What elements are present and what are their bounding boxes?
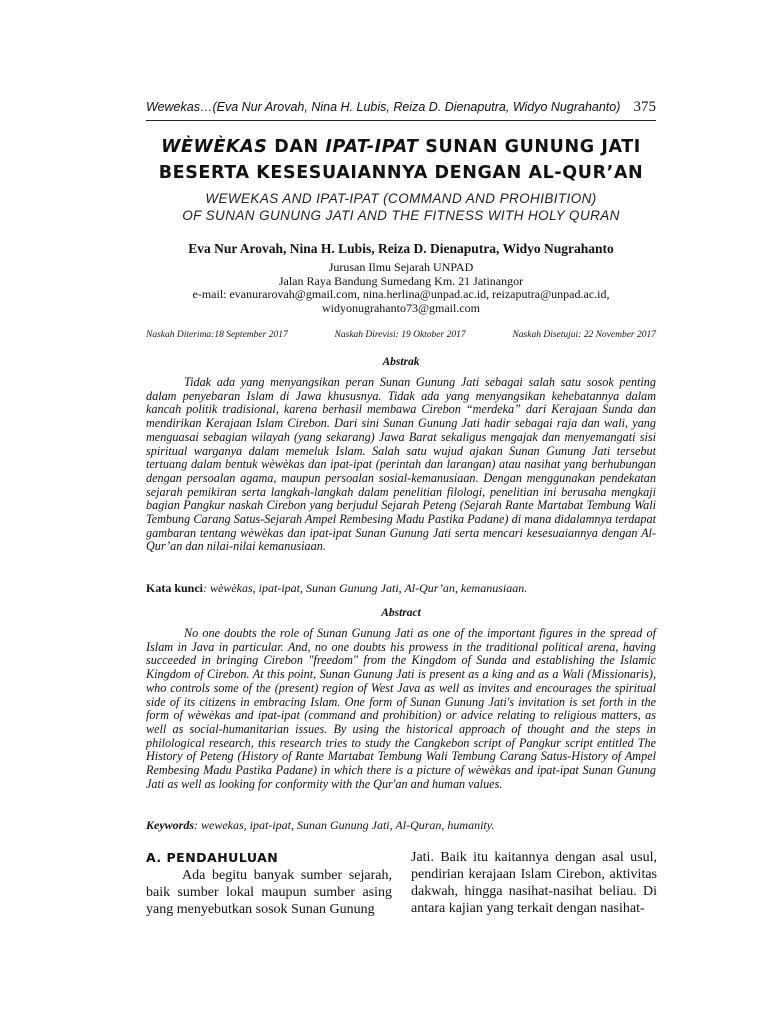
kata-kunci-label: Kata kunci bbox=[146, 581, 204, 595]
title-conjunction: DAN bbox=[267, 137, 326, 157]
keywords-label: Keywords bbox=[146, 818, 194, 832]
body-paragraph: Ada begitu banyak sumber sejarah, baik sumber lokal maupun sumber asing yang menyebutkan sosok Sunan Gunung bbox=[146, 868, 392, 917]
affiliation-block bbox=[146, 261, 656, 315]
author-list: Eva Nur Arovah, Nina H. Lubis, Reiza D. Dienaputra, Widyo Nugrahanto bbox=[188, 241, 614, 256]
abstract-paragraph: No one doubts the role of Sunan Gunung Jati as one of the important figures in the spread of Islam in Java in particular. And, no one doubts his prowess in the traditional political arena, having succeeded in bringing Cirebon "freedom" from the Kingdom of Sunda and establishing the Islamic Kingdom of Cirebon. At this point, Sunan Gunung Jati is present as a king and as a Wali (Missionaris), who controls some of the (present) region of West Java as well as invites and encourages the spiritual side of its citizens in embracing Islam. One form of Sunan Gunung Jati's invitation is set forth in the form of wèwèkas and ipat-ipat (command and prohibition) or advice relating to religious matters, as well as social-humanitarian issues. By using the historical approach of thought and the steps in philological research, this research tries to study the Cangkebon script of Pangkur script entitled The History of Peteng (History of Rante Martabat Tembung Wali Tembung Carang Satus-History of Ampel Rembesing Madu Pastika Padane) in which there is a picture of wèwèkas and ipat-ipat Sunan Gunung Jati as well as looking for conformity with the Qur'an and human values. bbox=[146, 626, 656, 791]
abstract-body bbox=[146, 627, 656, 791]
affiliation-email-cont: widyonugrahanto73@gmail.com bbox=[321, 300, 481, 315]
date-received: Naskah Diterima:18 September 2017 bbox=[146, 330, 288, 340]
title-term-wewekas: WÈWÈKAS bbox=[161, 137, 268, 157]
body-column-left bbox=[146, 849, 392, 918]
running-head bbox=[146, 99, 656, 121]
paper-subtitle bbox=[146, 190, 656, 224]
running-head-citation: Wewekas…(Eva Nur Arovah, Nina H. Lubis, Reiza D. Dienaputra, Widyo Nugrahanto) bbox=[146, 100, 621, 114]
kata-kunci bbox=[146, 581, 656, 596]
keywords-list: : wewekas, ipat-ipat, Sunan Gunung Jati, Al-Quran, humanity. bbox=[194, 818, 495, 832]
page-number: 375 bbox=[633, 99, 656, 115]
keywords bbox=[146, 818, 656, 833]
title-line-2: BESERTA KESESUAIANNYA DENGAN AL-QUR’AN bbox=[158, 163, 644, 183]
date-accepted: Naskah Disetujui: 22 November 2017 bbox=[512, 330, 656, 340]
section-heading: A. PENDAHULUAN bbox=[146, 850, 279, 865]
paper-title bbox=[146, 134, 656, 186]
abstrak-body bbox=[146, 376, 656, 554]
abstrak-paragraph: Tidak ada yang menyangsikan peran Sunan Gunung Jati sebagai salah satu sosok penting dalam penyebaran Islam di Jawa khususnya. Tidak ada yang menyangsikan kehebatannya dalam kancah politik tradisional, karena berhasil membawa Cirebon “merdeka” dari Kerajaan Sunda dan mendirikan Kerajaan Islam Cirebon. Dari sini Sunan Gunung Jati hadir sebagai raja dan wali, yang menguasai sebagian wilayah (yang sekarang) Jawa Barat sekaligus mengajak dan menyemangati sisi spiritual warganya dalam memeluk Islam. Salah satu wujud ajakan Sunan Gunung Jati tersebut tertuang dalam bentuk wèwèkas dan ipat-ipat (perintah dan larangan) atau nasihat yang berhubungan dengan persoalan agama, maupun persoalan sosial-kemanusiaan. Dengan menggunakan pendekatan sejarah pemikiran serta langkah-langkah dalam penelitian filologi, penelitian ini berusaha mengkaji bagian Pangkur naskah Cirebon yang berjudul Sejarah Peteng (Sejarah Rante Martabat Tembung Wali Tembung Carang Satus-Sejarah Ampel Rembesing Madu Pastika Padane) di mana didalamnya terdapat gambaran tentang wèwèkas dan ipat-ipat Sunan Gunung Jati serta mencari kesesuaiannya dengan Al-Qur’an dan nilai-nilai kemanusiaan. bbox=[146, 375, 656, 554]
body-column-right bbox=[411, 849, 657, 917]
kata-kunci-list: : wèwèkas, ipat-ipat, Sunan Gunung Jati, Al-Qur’an, kemanusiaan. bbox=[203, 581, 528, 595]
title-term-ipat-ipat: IPAT-IPAT bbox=[325, 137, 419, 157]
affiliation-email: e-mail: evanurarovah@gmail.com, nina.herlina@unpad.ac.id, reizaputra@unpad.ac.id, bbox=[192, 287, 610, 301]
title-subject: SUNAN GUNUNG JATI bbox=[418, 137, 641, 157]
subtitle-line-1: WEWEKAS AND IPAT-IPAT (COMMAND AND PROHIBITION) bbox=[205, 191, 597, 206]
affiliation-address: Jalan Raya Bandung Sumedang Km. 21 Jatinangor bbox=[278, 273, 524, 288]
body-paragraph-cont: Jati. Baik itu kaitannya dengan asal usul, pendirian kerajaan Islam Cirebon, aktivitas dakwah, hingga nasihat-nasihat beliau. Di antara kajian yang terkait dengan nasihat- bbox=[411, 850, 657, 916]
abstract-heading: Abstract bbox=[381, 607, 421, 619]
date-revised: Naskah Direvisi: 19 Oktober 2017 bbox=[334, 330, 466, 340]
manuscript-dates bbox=[146, 330, 656, 340]
subtitle-line-2: OF SUNAN GUNUNG JATI AND THE FITNESS WITH HOLY QURAN bbox=[182, 208, 620, 223]
affiliation-dept: Jurusan Ilmu Sejarah UNPAD bbox=[328, 260, 474, 274]
title-line-1 bbox=[146, 134, 656, 160]
abstrak-heading: Abstrak bbox=[382, 356, 420, 368]
